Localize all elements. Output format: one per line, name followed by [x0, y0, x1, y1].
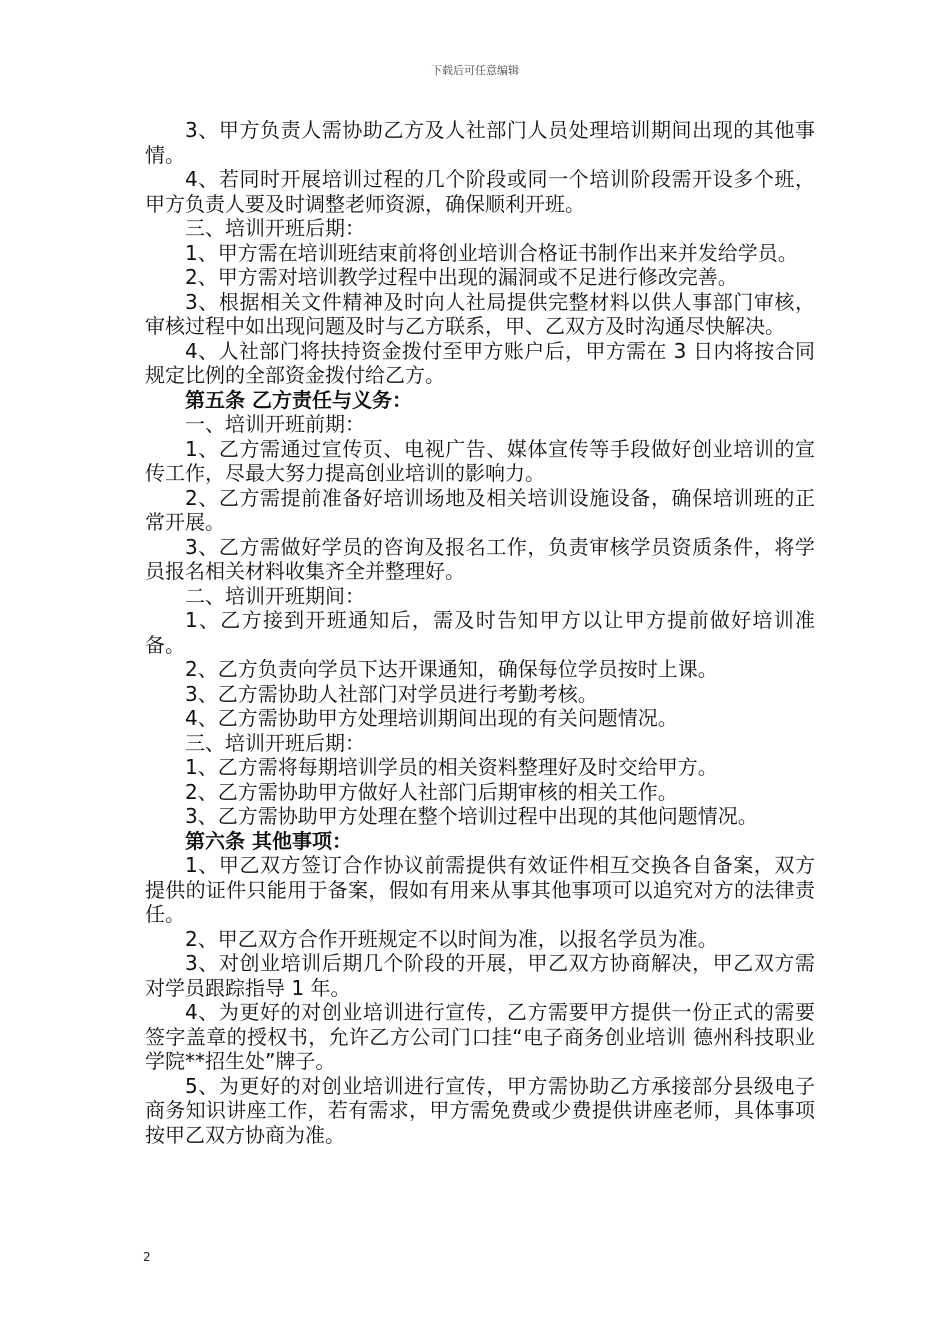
document-body — [145, 118, 815, 1147]
paragraph: 1、乙方需通过宣传页、电视广告、媒体宣传等手段做好创业培训的宣传工作，尽最大努力提高创业培训的影响力。 — [145, 436, 815, 485]
paragraph: 三、培训开班后期： — [185, 216, 365, 240]
paragraph: 三、培训开班后期： — [185, 730, 365, 755]
section-heading: 第五条 乙方责任与义务： — [185, 387, 412, 412]
paragraph: 3、根据相关文件精神及时向人社局提供完整材料以供人事部门审核，审核过程中如出现问题及时与乙方联系，甲、乙双方及时沟通尽快解决。 — [145, 289, 815, 338]
paragraph: 3、乙方需做好学员的咨询及报名工作，负责审核学员资质条件，将学员报名相关材料收集齐全并整理好。 — [145, 534, 815, 583]
paragraph: 1、甲方需在培训班结束前将创业培训合格证书制作出来并发给学员。 — [185, 240, 798, 265]
section-heading: 第六条 其他事项： — [185, 828, 352, 853]
paragraph: 1、乙方需将每期培训学员的相关资料整理好及时交给甲方。 — [185, 755, 718, 779]
page-header: 下载后可任意编辑 — [431, 64, 519, 77]
paragraph: 2、甲乙双方合作开班规定不以时间为准，以报名学员为准。 — [185, 926, 718, 951]
paragraph: 4、乙方需协助甲方处理培训期间出现的有关问题情况。 — [185, 706, 678, 730]
paragraph: 1、甲乙双方签订合作协议前需提供有效证件相互交换各自备案，双方提供的证件只能用于备案，假如有用来从事其他事项可以追究对方的法律责任。 — [145, 853, 815, 926]
paragraph: 2、乙方需协助甲方做好人社部门后期审核的相关工作。 — [185, 779, 678, 804]
paragraph: 3、对创业培训后期几个阶段的开展，甲乙双方协商解决，甲乙双方需对学员跟踪指导 1 年。 — [145, 951, 815, 1000]
paragraph: 1、乙方接到开班通知后，需及时告知甲方以让甲方提前做好培训准备。 — [145, 608, 815, 657]
paragraph: 3、甲方负责人需协助乙方及人社部门人员处理培训期间出现的其他事情。 — [145, 118, 815, 167]
paragraph: 5、为更好的对创业培训进行宣传，甲方需协助乙方承接部分县级电子商务知识讲座工作，若有需求，甲方需免费或少费提供讲座老师，具体事项按甲乙双方协商为准。 — [145, 1073, 815, 1147]
paragraph: 4、人社部门将扶持资金拨付至甲方账户后，甲方需在 3 日内将按合同规定比例的全部资金拨付给乙方。 — [145, 338, 815, 387]
paragraph: 2、乙方需提前准备好培训场地及相关培训设施设备，确保培训班的正常开展。 — [145, 485, 815, 534]
page-number: 2 — [143, 1250, 151, 1264]
paragraph: 2、甲方需对培训教学过程中出现的漏洞或不足进行修改完善。 — [185, 265, 738, 289]
paragraph: 3、乙方需协助甲方处理在整个培训过程中出现的其他问题情况。 — [185, 804, 758, 828]
paragraph: 4、若同时开展培训过程的几个阶段或同一个培训阶段需开设多个班，甲方负责人要及时调整老师资源，确保顺利开班。 — [145, 167, 815, 216]
paragraph: 2、乙方负责向学员下达开课通知，确保每位学员按时上课。 — [185, 657, 718, 681]
paragraph: 3、乙方需协助人社部门对学员进行考勤考核。 — [185, 681, 598, 706]
paragraph: 4、为更好的对创业培训进行宣传，乙方需要甲方提供一份正式的需要签字盖章的授权书，允许乙方公司门口挂“电子商务创业培训 德州科技职业学院**招生处”牌子。 — [145, 1000, 815, 1073]
paragraph: 二、培训开班期间： — [185, 583, 365, 608]
paragraph: 一、培训开班前期： — [185, 412, 365, 436]
